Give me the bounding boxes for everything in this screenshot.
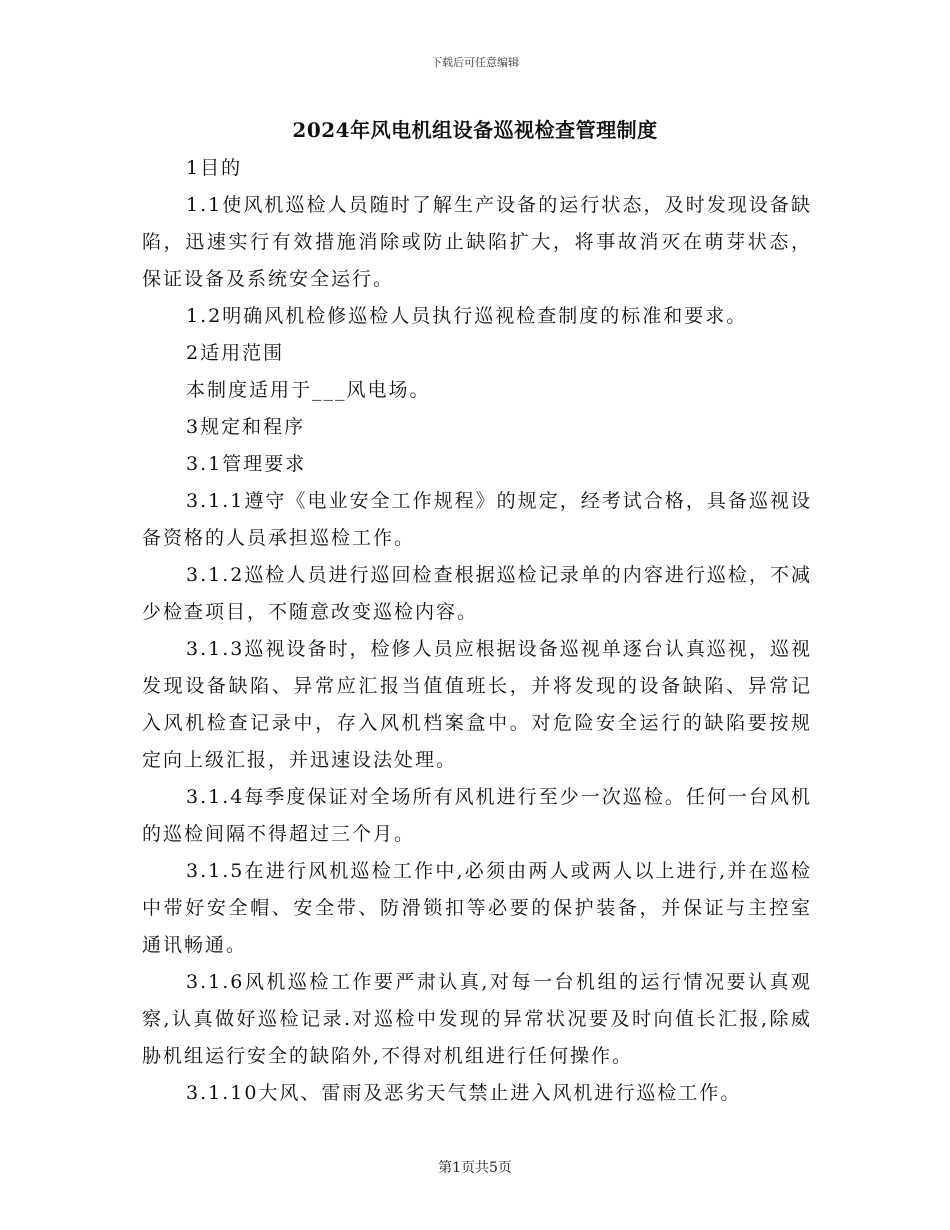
- paragraph: 本制度适用于___风电场。: [186, 379, 431, 401]
- paragraph: 1.2明确风机检修巡检人员执行巡视检查制度的标准和要求。: [186, 305, 748, 327]
- section-heading: 3规定和程序: [186, 416, 306, 438]
- page-number: 第1页共5页: [438, 1160, 512, 1176]
- section-heading: 2适用范围: [186, 342, 285, 364]
- paragraph: 3.1.3巡视设备时，检修人员应根据设备巡视单逐台认真巡视，巡视发现设备缺陷、异常应汇报当值值班长，并将发现的设备缺陷、异常记入风机检查记录中，存入风机档案盒中。对危险安全运行的缺陷要按规定向上级汇报，并迅速设法处理。: [142, 638, 812, 771]
- document-title: 2024年风电机组设备巡视检查管理制度: [292, 118, 658, 142]
- subsection-heading: 3.1管理要求: [186, 453, 307, 475]
- paragraph: 1.1使风机巡检人员随时了解生产设备的运行状态，及时发现设备缺陷，迅速实行有效措施消除或防止缺陷扩大，将事故消灭在萌芽状态，保证设备及系统安全运行。: [142, 194, 812, 290]
- paragraph: 3.1.10大风、雷雨及恶劣天气禁止进入风机进行巡检工作。: [186, 1082, 742, 1104]
- paragraph: 3.1.4每季度保证对全场所有风机进行至少一次巡检。任何一台风机的巡检间隔不得超过三个月。: [142, 786, 812, 845]
- paragraph: 3.1.6风机巡检工作要严肃认真,对每一台机组的运行情况要认真观察,认真做好巡检记录.对巡检中发现的异常状况要及时向值长汇报,除威胁机组运行安全的缺陷外,不得对机组进行任何操作。: [142, 971, 812, 1067]
- paragraph: 3.1.2巡检人员进行巡回检查根据巡检记录单的内容进行巡检，不减少检查项目，不随意改变巡检内容。: [142, 564, 812, 623]
- page-header-note: 下载后可任意编辑: [431, 56, 519, 69]
- section-heading: 1目的: [186, 157, 243, 179]
- paragraph: 3.1.5在进行风机巡检工作中,必须由两人或两人以上进行,并在巡检中带好安全帽、安全带、防滑锁扣等必要的保护装备，并保证与主控室通讯畅通。: [142, 860, 812, 956]
- paragraph: 3.1.1遵守《电业安全工作规程》的规定，经考试合格，具备巡视设备资格的人员承担巡检工作。: [142, 490, 812, 549]
- document-body: [142, 150, 812, 1112]
